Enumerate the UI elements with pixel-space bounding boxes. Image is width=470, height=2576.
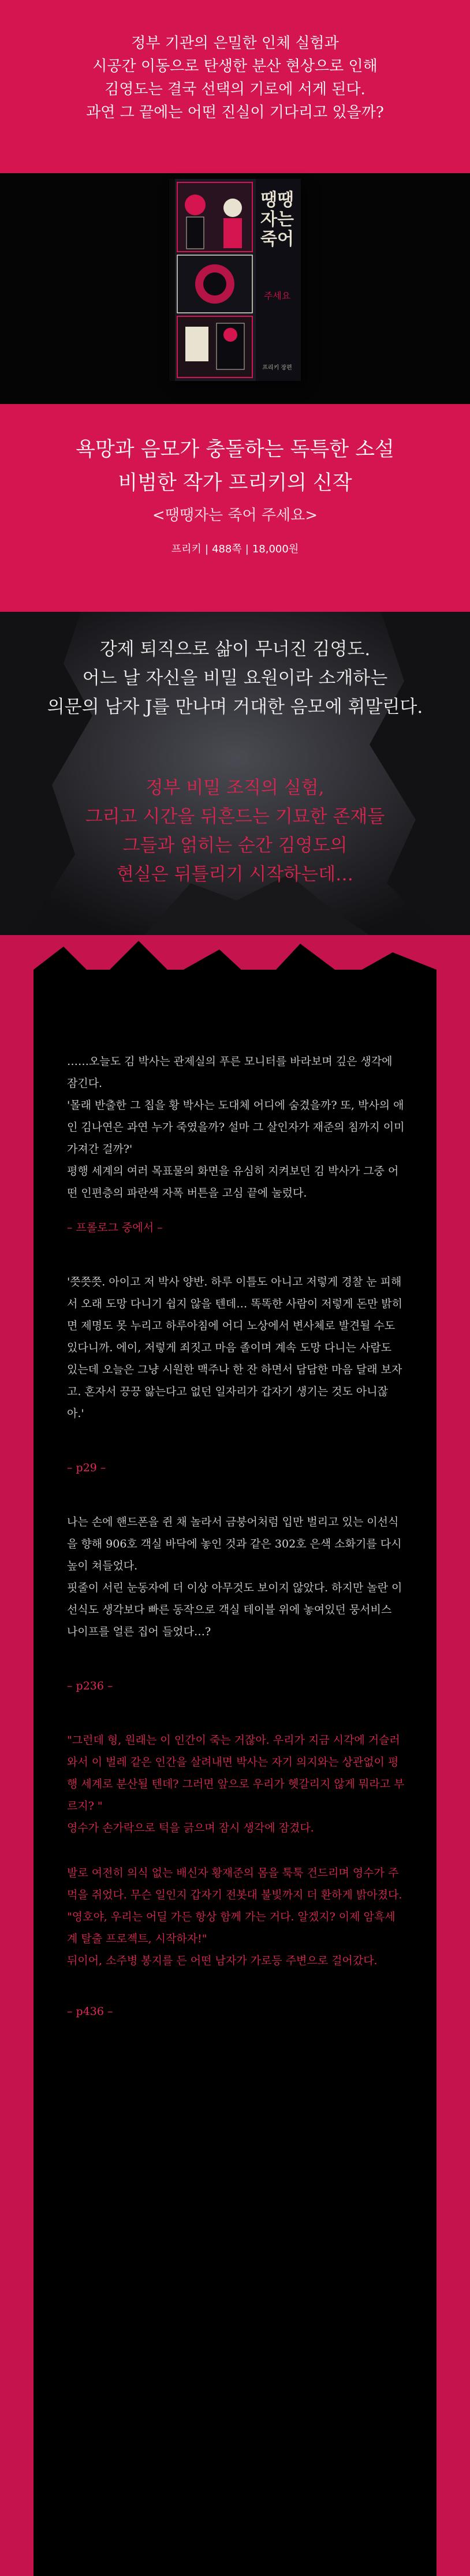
excerpt-para-2: '쯧쯧쯧. 아이고 저 박사 양반. 하루 이틀도 아니고 저렇게 경찰 눈 피해서 오래 도망 다니기 쉽지 않을 텐데… 똑똑한 사람이 저렇게 돈만 밝히면 제명도 못 누리고 하루아침에 어디 노상에서 변사체로 발견될 수도 있다니까. 에이, 저렇게 죄짓고 마음 졸이며 계속 도망 다니는 사람도 있는데 오늘은 그냥 시원한 맥주나 한 잔 하면서 담담한 마음 달래 보자고. 혼자서 끙끙 앓는다고 없던 일자리가 갑자기 생기는 것도 아니잖아.' <box>67 1276 402 1420</box>
book-title <box>257 190 297 249</box>
hero-line-4: 과연 그 끝에는 어떤 진실이 기다리고 있을까? <box>86 104 384 121</box>
headline <box>0 433 470 500</box>
book-cover <box>169 179 301 381</box>
book-author: 프리키 장편 <box>262 365 292 371</box>
book-meta: 프리키 | 488쪽 | 18,000원 <box>171 543 299 555</box>
excerpt-marker-2: – p29 – <box>67 1461 106 1474</box>
excerpt-panel <box>33 970 437 2576</box>
book-subtitle: 주세요 <box>263 290 291 301</box>
hero-tagline <box>0 32 470 124</box>
excerpt-marker-3: – p236 – <box>67 1680 113 1692</box>
excerpt-marker-5: – p436 – <box>67 2005 113 2018</box>
excerpt-para-5: 발로 여전히 의식 없는 배신자 황재준의 몸을 툭툭 건드리며 영수가 주먹을 쥐었다. 무슨 일인지 갑자기 전봇대 불빛까지 더 환하게 밝아졌다. "영호야, 우리는 어딜 가든 항상 함께 가는 거다. 알겠지? 이제 암흑세계 탈출 프로젝트, 시작하자!" 뒤이어, 소주병 봉지를 든 어떤 남자가 가로등 주변으로 걸어갔다. <box>67 1867 402 1967</box>
synopsis-red <box>0 773 470 889</box>
book-intro <box>0 404 470 612</box>
synopsis-scene <box>0 612 470 935</box>
synopsis-line-2: 어느 날 자신을 비밀 요원이라 소개하는 <box>82 668 388 689</box>
headline-line-2: 비범한 작가 프리키의 신작 <box>118 472 352 495</box>
book-title-line-2: 자는 <box>260 210 294 230</box>
synopsis-red-line-4: 현실은 뒤틀리기 시작하는데… <box>116 864 354 885</box>
synopsis-red-line-3: 그들과 얽히는 순간 김영도의 <box>122 835 348 856</box>
synopsis-line-1: 강제 퇴직으로 삶이 무너진 김영도. <box>99 639 371 660</box>
meta-price: 18,000원 <box>252 543 299 555</box>
excerpt-para-1: ……오늘도 김 박사는 관제실의 푸른 모니터를 바라보며 깊은 생각에 잠긴다. '몰래 반출한 그 칩을 황 박사는 도대체 어디에 숨겼을까? 또, 박사의 애인 김나연은 과연 누가 죽였을까? 설마 그 살인자가 재준의 침까지 이미 가져간 걸까?' 평행 세계의 여러 목표물의 화면을 유심히 지켜보던 김 박사가 그중 어떤 인편층의 파란색 자폭 버튼을 고심 끝에 눌렀다. <box>67 1055 405 1199</box>
hero-line-3: 김영도는 결국 선택의 기로에 서게 된다. <box>105 81 365 98</box>
hero-line-1: 정부 기관의 은밀한 인체 실험과 <box>131 35 339 52</box>
excerpt-section <box>0 935 470 2576</box>
hero-banner <box>0 0 470 404</box>
excerpt-body <box>67 1050 405 2022</box>
meta-author: 프리키 <box>171 543 202 555</box>
synopsis-line-3: 의문의 남자 J를 만나며 거대한 음모에 휘말린다. <box>47 697 423 717</box>
book-title-line-1: 땡땡 <box>260 190 294 210</box>
headline-line-1: 욕망과 음모가 충돌하는 독특한 소설 <box>76 438 394 461</box>
excerpt-para-4: "그런데 형, 원래는 이 인간이 죽는 거잖아. 우리가 지금 시각에 거슬러 와서 이 벌레 같은 인간을 살려내면 박사는 자기 의지와는 상관없이 평행 세계로 분산될 텐데? 그러면 앞으로 우리가 헷갈리지 않게 뭐라고 부르지? " 영수가 손가락으로 턱을 긁으며 잠시 생각에 잠겼다. <box>67 1734 405 1834</box>
book-title-label: <땡땡자는 죽어 주세요> <box>152 507 318 524</box>
excerpt-marker-1: – 프롤로그 중에서 – <box>67 1221 163 1234</box>
hero-line-2: 시공간 이동으로 탄생한 분산 현상으로 인해 <box>92 58 378 75</box>
synopsis-white <box>0 635 470 721</box>
excerpt-para-3: 나는 손에 핸드폰을 쥔 채 놀라서 금붕어처럼 입만 벌리고 있는 이선식을 향해 906호 객실 바닥에 놓인 것과 같은 302호 은색 소화기를 다시 높이 쳐들었다. 핏줄이 서린 눈동자에 더 이상 아무것도 보이지 않았다. 하지만 놀란 이선식도 생각보다 빠른 동작으로 객실 테이블 위에 놓여있던 뭉서비스 나이프를 얼른 집어 들었다…? <box>67 1516 402 1638</box>
meta-pages: 488쪽 <box>212 543 242 555</box>
synopsis-red-line-1: 정부 비밀 조직의 실험, <box>146 777 324 798</box>
book-title-line-3: 죽어 <box>260 229 294 249</box>
synopsis-red-line-2: 그리고 시간을 뒤흔드는 기묘한 존재들 <box>85 806 385 827</box>
